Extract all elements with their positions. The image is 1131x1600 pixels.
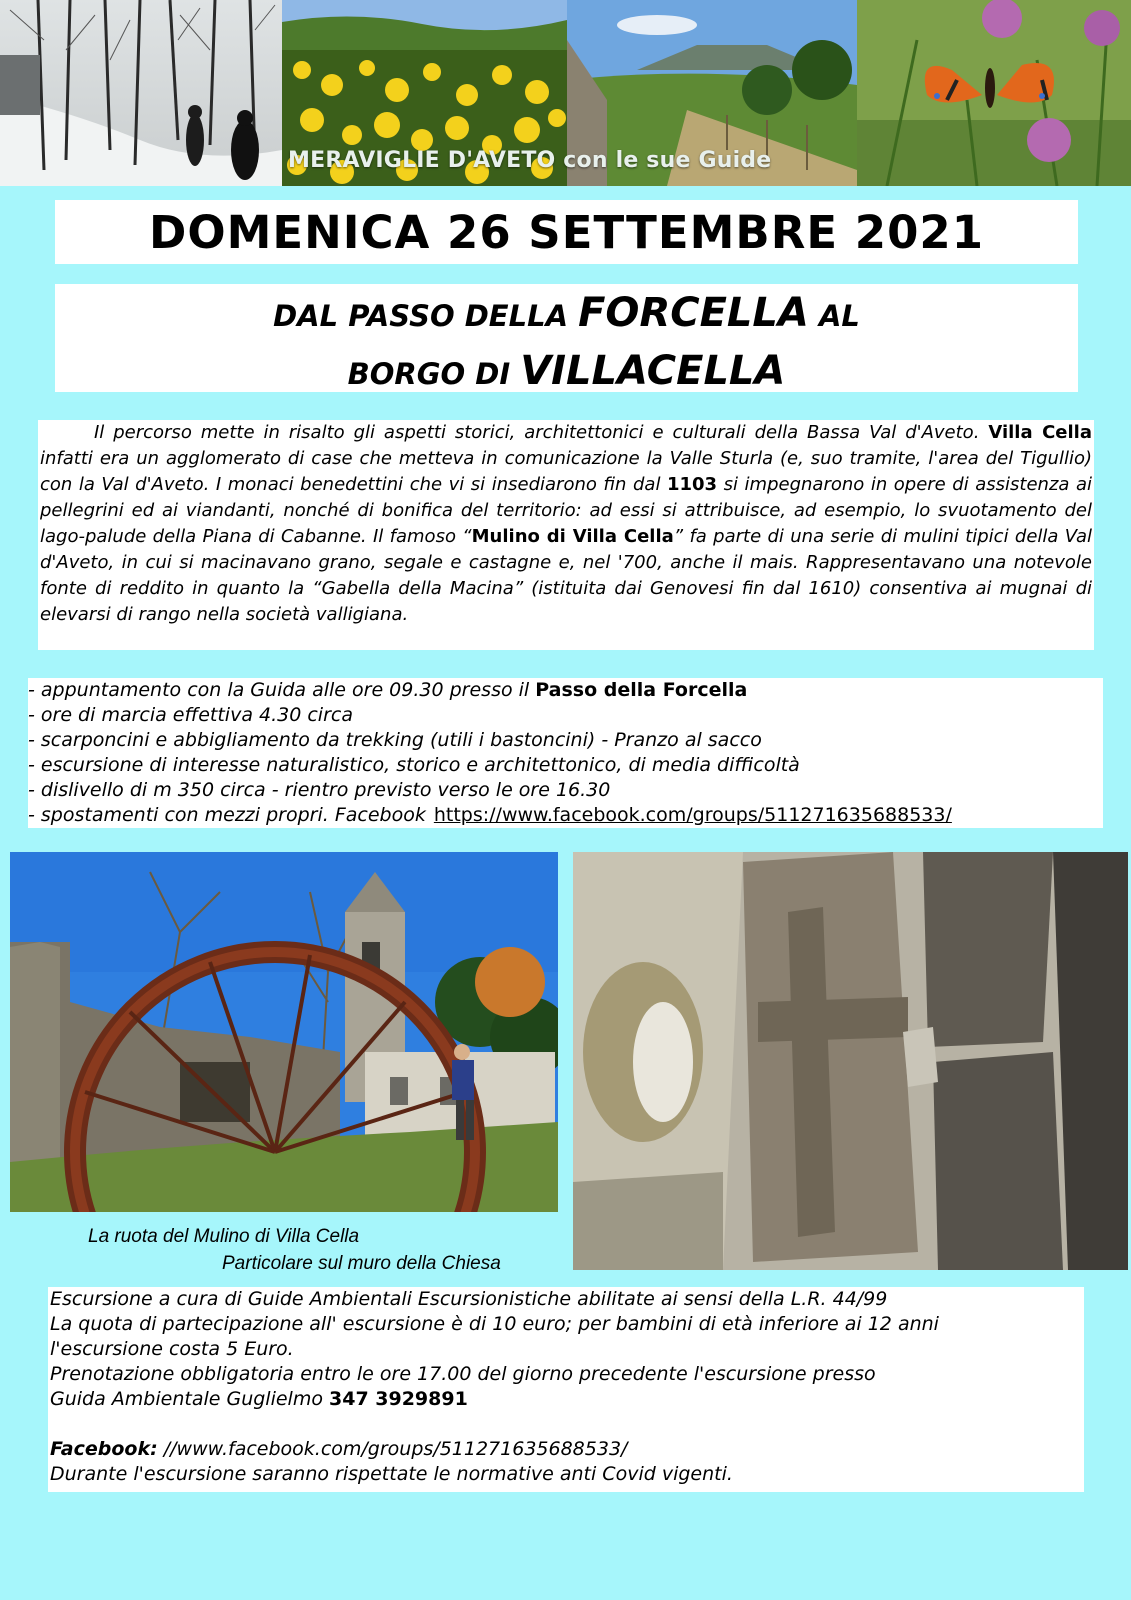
- desc-mulino: Mulino di Villa Cella: [471, 526, 674, 547]
- footer-facebook-label: Facebook:: [50, 1438, 158, 1460]
- title-text: BORGO DI: [347, 357, 521, 391]
- footer-guide-name: Guida Ambientale Guglielmo: [50, 1388, 329, 1410]
- footer-guides: Escursione a cura di Guide Ambientali Escursionistiche abilitate ai sensi della L.R. 44/99: [50, 1288, 888, 1310]
- footer-price-children: l'escursione costa 5 Euro.: [50, 1338, 294, 1360]
- mill-wheel-photo: [10, 852, 558, 1212]
- description-box: [38, 420, 1094, 650]
- title-villacella: VILLACELLA: [520, 348, 786, 394]
- footer-facebook: [48, 1437, 1084, 1462]
- footer-phone[interactable]: 347 3929891: [329, 1388, 468, 1410]
- event-title-box: [55, 284, 1078, 392]
- info-text: - spostamenti con mezzi propri. Facebook: [28, 804, 426, 826]
- info-elevation: - dislivello di m 350 circa - rientro previsto verso le ore 16.30: [28, 779, 611, 801]
- desc-year: 1103: [666, 474, 718, 495]
- footer-price: La quota di partecipazione all' escursione è di 10 euro; per bambini di età inferiore ai 12 anni: [50, 1313, 939, 1335]
- banner-photo-snow-forest: [0, 0, 282, 186]
- header-banner: [0, 0, 1131, 186]
- footer-facebook-url[interactable]: //www.facebook.com/groups/511271635688533/: [157, 1438, 628, 1460]
- desc-text: Il percorso mette in risalto gli aspetti storici, architettonici e culturali della Bassa Val d'Aveto.: [94, 422, 980, 443]
- footer-info: [48, 1287, 1084, 1492]
- info-meeting-place: Passo della Forcella: [535, 679, 748, 701]
- desc-text: si impegnarono in opere di assistenza ai pellegrini ed ai viandanti, nonché di bonifica del territorio: ad essi si attribuisce, ad esempio, lo svuotamento del lago-palude della Piana di Cabanne. Il famoso “: [40, 474, 1092, 547]
- info-equipment: - scarponcini e abbigliamento da trekking (utili i bastoncini) - Pranzo al sacco: [28, 729, 762, 751]
- event-date-box: [55, 200, 1078, 264]
- footer-booking: Prenotazione obbligatoria entro le ore 17.00 del giorno precedente l'escursione presso: [50, 1363, 876, 1385]
- description-paragraph: [38, 420, 1094, 628]
- info-difficulty: - escursione di interesse naturalistico, storico e architettonico, di media difficoltà: [28, 754, 800, 776]
- caption-mill: La ruota del Mulino di Villa Cella: [88, 1226, 360, 1247]
- info-meeting: [28, 678, 1103, 703]
- desc-text: ” fa parte di una serie di mulini tipici della Val d'Aveto, in cui si macinavano grano, segale e castagne e, nel '700, anche il mais. Rappresentavano una notevole fonte di reddito in quanto la “Gabella della Macina” (istituita dai Genovesi fin dal 1610) consentiva ai mugnai di elevarsi di rango nella società valligiana.: [40, 526, 1092, 625]
- event-date: DOMENICA 26 SETTEMBRE 2021: [148, 205, 985, 259]
- title-forcella: FORCELLA: [578, 290, 809, 336]
- title-line-1: [55, 288, 1078, 346]
- title-line-2: [55, 346, 1078, 404]
- church-wall-photo: [573, 852, 1128, 1270]
- banner-title: MERAVIGLIE D'AVETO con le sue Guide: [288, 148, 772, 173]
- desc-villa-cella: Villa Cella: [988, 422, 1092, 443]
- footer-spacer: [48, 1412, 1084, 1437]
- footer-contact: [48, 1387, 1084, 1412]
- desc-text: infatti era un agglomerato di case che metteva in comunicazione la Valle Sturla (e, suo tramite, l'area del Tigullio) con la Val d'Aveto. I monaci benedettini che vi si insediarono fin dal: [40, 448, 1092, 495]
- info-list: [28, 678, 1103, 828]
- facebook-link[interactable]: https://www.facebook.com/groups/511271635688533/: [433, 804, 952, 826]
- banner-photo-butterfly: [857, 0, 1131, 186]
- title-text: DAL PASSO DELLA: [273, 299, 579, 333]
- info-text: - appuntamento con la Guida alle ore 09.30 presso il: [28, 679, 536, 701]
- caption-church: Particolare sul muro della Chiesa: [222, 1253, 501, 1274]
- title-text: AL: [808, 299, 860, 333]
- footer-covid-note: Durante l'escursione saranno rispettate le normative anti Covid vigenti.: [50, 1463, 733, 1485]
- info-duration: - ore di marcia effettiva 4.30 circa: [28, 704, 353, 726]
- info-transport: [28, 803, 1103, 828]
